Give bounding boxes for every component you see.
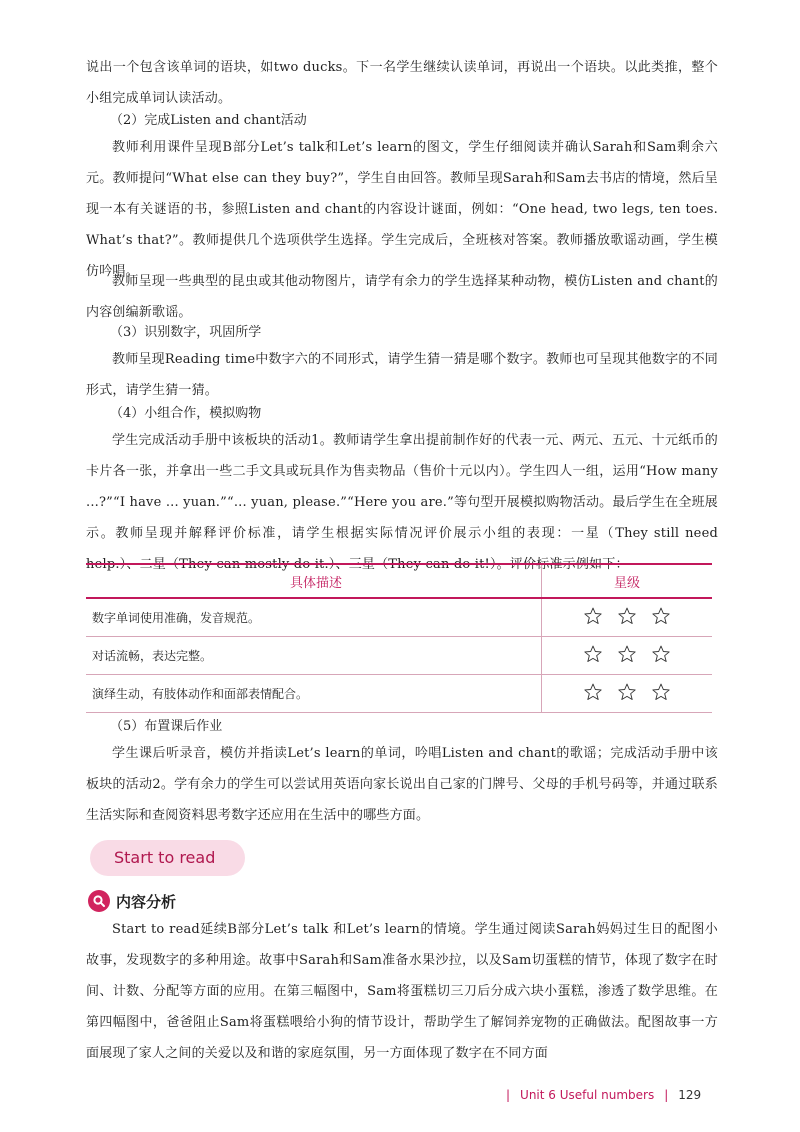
table-header-description: 具体描述 xyxy=(86,564,542,598)
heading-listen-chant: （2）完成Listen and chant活动 xyxy=(110,113,307,128)
table-row xyxy=(86,598,712,637)
table-row xyxy=(86,637,712,675)
star-outline-icon[interactable] xyxy=(651,682,671,702)
paragraph-new-chant: 教师呈现一些典型的昆虫或其他动物图片，请学有余力的学生选择某种动物，模仿Listen and chant的内容创编新歌谣。 xyxy=(86,274,718,320)
star-outline-icon[interactable] xyxy=(583,644,603,664)
heading-homework: （5）布置课后作业 xyxy=(110,719,223,734)
star-outline-icon[interactable] xyxy=(651,606,671,626)
star-outline-icon[interactable] xyxy=(583,606,603,626)
table-header-row xyxy=(86,564,712,598)
row-star-rating xyxy=(542,637,713,675)
table-header-stars: 星级 xyxy=(542,564,713,598)
paragraph-listen-chant: 教师利用课件呈现B部分Let’s talk和Let’s learn的图文，学生仔细阅读并确认Sarah和Sam剩余六元。教师提问“What else can they buy?”，学生自由回答。教师呈现Sarah和Sam去书店的情境，然后呈现一本有关谜语的书，参照Listen and chant的内容设计谜面，例如：“One head, two legs, ten toes. What’s that?”。教师提供几个选项供学生选择。学生完成后，全班核对答案。教师播放歌谣动画，学生模仿吟唱。 xyxy=(86,140,718,279)
star-group xyxy=(583,606,671,626)
star-group xyxy=(583,682,671,702)
paragraph-group-shopping: 学生完成活动手册中该板块的活动1。教师请学生拿出提前制作好的代表一元、两元、五元、十元纸币的卡片各一张，并拿出一些二手文具或玩具作为售卖物品（售价十元以内）。学生四人一组，运用“How many ...?”“I have ... yuan.”“... yuan, please.”“Here you are.”等句型开展模拟购物活动。最后学生在全班展示。教师呈现并解释评价标准，请学生根据实际情况评价展示小组的表现：一星（They still need help.）、二星（They can mostly do it.）、三星（They can do it!）。评价标准示例如下： xyxy=(86,433,718,572)
heading-identify-numbers: （3）识别数字，巩固所学 xyxy=(110,325,262,340)
footer-divider-left: | xyxy=(506,1088,511,1102)
evaluation-table xyxy=(86,563,712,713)
section-title-text: 内容分析 xyxy=(116,892,177,911)
star-outline-icon[interactable] xyxy=(583,682,603,702)
star-outline-icon[interactable] xyxy=(617,644,637,664)
star-outline-icon[interactable] xyxy=(651,644,671,664)
row-description: 对话流畅，表达完整。 xyxy=(86,637,542,675)
star-outline-icon[interactable] xyxy=(617,606,637,626)
start-to-read-badge: Start to read xyxy=(90,840,245,876)
paragraph-identify-numbers: 教师呈现Reading time中数字六的不同形式，请学生猜一猜是哪个数字。教师也可呈现其他数字的不同形式，请学生猜一猜。 xyxy=(86,352,718,398)
star-group xyxy=(583,644,671,664)
star-outline-icon[interactable] xyxy=(617,682,637,702)
row-description: 演绎生动，有肢体动作和面部表情配合。 xyxy=(86,675,542,713)
heading-group-shopping: （4）小组合作，模拟购物 xyxy=(110,406,262,421)
page-number: 129 xyxy=(678,1088,702,1102)
row-star-rating xyxy=(542,675,713,713)
paragraph-homework: 学生课后听录音，模仿并指读Let’s learn的单词，吟唱Listen and chant的歌谣；完成活动手册中该板块的活动2。学有余力的学生可以尝试用英语向家长说出自己家的门牌号、父母的手机号码等，并通过联系生活实际和查阅资料思考数字还应用在生活中的哪些方面。 xyxy=(86,746,718,823)
row-star-rating xyxy=(542,598,713,637)
paragraph-intro: 说出一个包含该单词的语块，如two ducks。下一名学生继续认读单词，再说出一个语块。以此类推，整个小组完成单词认读活动。 xyxy=(86,60,718,106)
magnifier-icon xyxy=(88,890,110,912)
footer-unit-title: Unit 6 Useful numbers xyxy=(520,1088,655,1102)
section-title xyxy=(88,888,176,914)
footer-divider-right: | xyxy=(664,1088,669,1102)
table-row xyxy=(86,675,712,713)
paragraph-content-analysis: Start to read延续B部分Let’s talk 和Let’s learn的情境。学生通过阅读Sarah妈妈过生日的配图小故事，发现数字的多种用途。故事中Sarah和Sam准备水果沙拉，以及Sam切蛋糕的情节，体现了数字在时间、计数、分配等方面的应用。在第三幅图中，Sam将蛋糕切三刀后分成六块小蛋糕，渗透了数学思维。在第四幅图中，爸爸阻止Sam将蛋糕喂给小狗的情节设计，帮助学生了解饲养宠物的正确做法。配图故事一方面展现了家人之间的关爱以及和谐的家庭氛围，另一方面体现了数字在不同方面 xyxy=(86,922,718,1061)
page-footer xyxy=(506,1088,701,1102)
row-description: 数字单词使用准确，发音规范。 xyxy=(86,598,542,637)
